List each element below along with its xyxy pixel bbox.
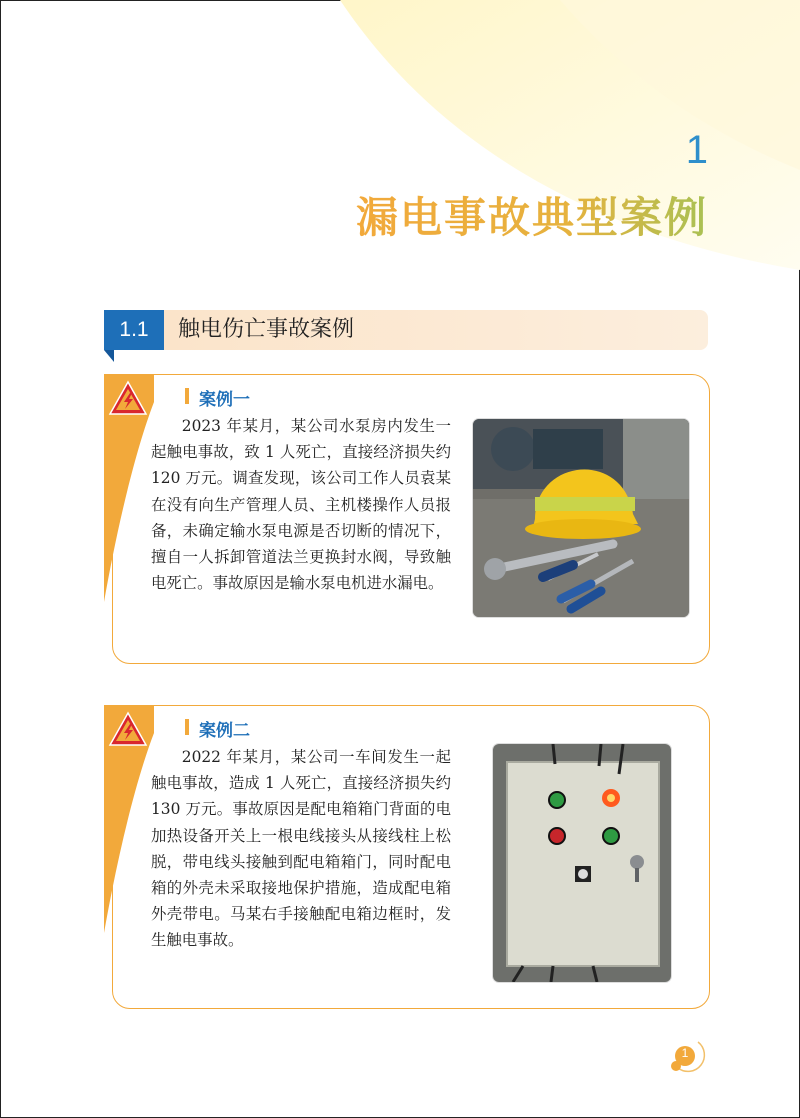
case-heading: 案例一: [199, 385, 250, 410]
section-title: 触电伤亡事故案例: [178, 317, 355, 342]
section-number: 1.1: [104, 310, 164, 350]
page-number-badge: [668, 1038, 714, 1078]
case-card-2: [112, 705, 710, 1009]
page-number: 1: [681, 1046, 689, 1060]
case-heading: 案例二: [199, 716, 250, 741]
background-arc: [0, 0, 800, 300]
distribution-box-photo: [493, 744, 671, 982]
case-text: 2023 年某月，某公司水泵房内发生一起触电事故，致 1 人死亡，直接经济损失约 120 万元。调查发现，该公司工作人员袁某在没有向生产管理人员、主机楼操作人员报备，未确定输水泵电源是否切断的情况下，擅自一人拆卸管道法兰更换封水阀，导致触电死亡。事故原因是输水泵电机进水漏电。: [151, 417, 451, 593]
case-text: 2022 年某月，某公司一车间发生一起触电事故，造成 1 人死亡，直接经济损失约 130 万元。事故原因是配电箱箱门背面的电加热设备开关上一根电线接头从接线柱上松脱，带电线头接触到配电箱箱门，同时配电箱的外壳未采取接地保护措施，造成配电箱外壳带电。马某右手接触配电箱边框时，发生触电事故。: [151, 748, 451, 950]
case-card-1: [112, 374, 710, 664]
high-voltage-warning-icon: [108, 711, 148, 747]
section-header: [104, 310, 708, 350]
chapter-title: 漏电事故典型案例: [356, 185, 708, 245]
high-voltage-warning-icon: [108, 380, 148, 416]
section-number-tail: [104, 350, 114, 362]
helmet-tools-photo: [473, 419, 689, 617]
chapter-number: 1: [685, 128, 708, 172]
